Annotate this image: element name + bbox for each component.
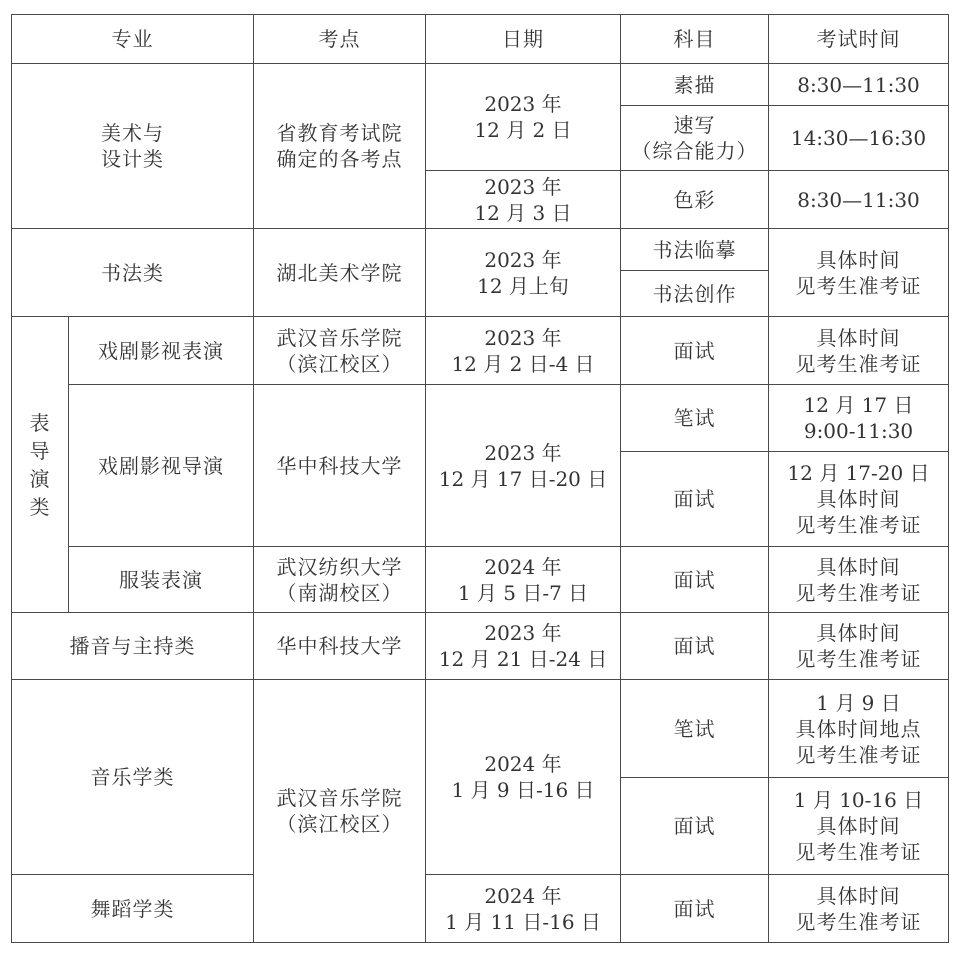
table-row (12, 317, 949, 385)
drama-acting-time-cell (769, 317, 949, 385)
drama-directing-major: 戏剧影视导演 (69, 385, 254, 547)
calligraphy-date-year: 2023 年 (484, 247, 562, 272)
broadcasting-date-year: 2023 年 (484, 621, 562, 645)
music-date-day: 1 月 9 日-16 日 (451, 778, 595, 802)
art-design-date2-year: 2023 年 (484, 174, 562, 199)
header-date: 日期 (426, 15, 621, 64)
broadcasting-time-line2: 见考生准考证 (795, 647, 922, 671)
drama-acting-date-day: 12 月 2 日-4 日 (451, 351, 595, 376)
music-interview-line3: 见考生准考证 (795, 840, 922, 864)
music-date-cell (426, 680, 621, 875)
drama-directing-date-day: 12 月 17 日-20 日 (438, 466, 608, 491)
exam-schedule-container (11, 14, 949, 943)
music-written-date: 1 月 9 日 (816, 690, 901, 715)
drama-directing-subject-interview: 面试 (621, 452, 769, 547)
art-design-time-sketch: 8:30—11:30 (769, 64, 949, 106)
calligraphy-time-line2: 见考生准考证 (795, 273, 922, 298)
music-time-interview (769, 778, 949, 875)
exam-schedule-table (11, 14, 949, 943)
drama-acting-major: 戏剧影视表演 (69, 317, 254, 385)
art-design-date2-cell (426, 171, 621, 229)
art-design-subject-color: 色彩 (621, 171, 769, 229)
art-design-time-quick-sketch: 14:30—16:30 (769, 106, 949, 171)
art-design-major-line2: 设计类 (101, 147, 164, 171)
music-venue-line2: （滨江校区） (276, 812, 403, 836)
music-time-written (769, 680, 949, 778)
dance-date-year: 2024 年 (484, 883, 562, 908)
drama-directing-interview-line3: 见考生准考证 (795, 513, 922, 537)
drama-directing-subject-written: 笔试 (621, 385, 769, 452)
fashion-venue-cell (254, 547, 426, 613)
music-written-line2: 具体时间地点 (795, 716, 922, 741)
header-venue: 考点 (254, 15, 426, 64)
table-row (12, 613, 949, 680)
broadcasting-date-cell (426, 613, 621, 680)
art-design-date2-day: 12 月 3 日 (474, 200, 572, 225)
dance-subject: 面试 (621, 875, 769, 943)
fashion-venue-line1: 武汉纺织大学 (276, 554, 403, 579)
music-date-year: 2024 年 (484, 752, 562, 776)
broadcasting-subject: 面试 (621, 613, 769, 680)
drama-directing-date-cell (426, 385, 621, 547)
calligraphy-date-day: 12 月上旬 (477, 273, 569, 298)
music-subject-written: 笔试 (621, 680, 769, 778)
drama-directing-venue: 华中科技大学 (254, 385, 426, 547)
drama-directing-written-hours: 9:00-11:30 (803, 419, 914, 443)
art-design-subject-quick-sketch (621, 106, 769, 171)
dance-time-line2: 见考生准考证 (795, 909, 922, 934)
calligraphy-major-cell: 书法类 (12, 229, 254, 317)
header-subject: 科目 (621, 15, 769, 64)
table-row (12, 64, 949, 106)
music-written-line3: 见考生准考证 (795, 742, 922, 767)
art-design-time-color: 8:30—11:30 (769, 171, 949, 229)
fashion-date-day: 1 月 5 日-7 日 (457, 580, 589, 605)
drama-directing-time-written (769, 385, 949, 452)
table-row (12, 229, 949, 271)
quick-sketch-line2: （综合能力） (631, 139, 758, 163)
art-design-date1-day: 12 月 2 日 (474, 118, 572, 142)
quick-sketch-line1: 速写 (673, 113, 716, 137)
art-design-subject-sketch: 素描 (621, 64, 769, 106)
art-design-date1-cell (426, 64, 621, 171)
calligraphy-subject-copying: 书法临摹 (621, 229, 769, 271)
calligraphy-time-cell (769, 229, 949, 317)
calligraphy-date-cell (426, 229, 621, 317)
art-design-date1-year: 2023 年 (484, 92, 562, 116)
drama-acting-time-line2: 见考生准考证 (795, 351, 922, 376)
music-venue-line1: 武汉音乐学院 (276, 786, 403, 810)
art-design-major-cell (12, 64, 254, 229)
music-interview-date: 1 月 10-16 日 (793, 788, 924, 812)
calligraphy-subject-creation: 书法创作 (621, 271, 769, 317)
table-row (12, 875, 949, 943)
fashion-time-cell (769, 547, 949, 613)
dance-time-cell (769, 875, 949, 943)
drama-directing-written-date: 12 月 17 日 (803, 393, 914, 417)
art-design-venue-line2: 确定的各考点 (276, 147, 403, 171)
fashion-time-line1: 具体时间 (816, 554, 901, 579)
drama-directing-time-interview (769, 452, 949, 547)
art-design-venue-cell (254, 64, 426, 229)
broadcasting-major: 播音与主持类 (12, 613, 254, 680)
drama-acting-venue-line1: 武汉音乐学院 (276, 325, 403, 350)
drama-acting-date-cell (426, 317, 621, 385)
performance-group-cell (12, 317, 69, 613)
fashion-date-cell (426, 547, 621, 613)
drama-directing-interview-date: 12 月 17-20 日 (787, 461, 930, 485)
drama-acting-venue-cell (254, 317, 426, 385)
table-row (12, 547, 949, 613)
header-time: 考试时间 (769, 15, 949, 64)
calligraphy-venue-cell: 湖北美术学院 (254, 229, 426, 317)
drama-acting-time-line1: 具体时间 (816, 325, 901, 350)
music-venue-cell (254, 680, 426, 943)
drama-acting-venue-line2: （滨江校区） (276, 351, 403, 376)
drama-acting-subject: 面试 (621, 317, 769, 385)
music-interview-line2: 具体时间 (816, 814, 901, 838)
dance-date-cell (426, 875, 621, 943)
music-subject-interview: 面试 (621, 778, 769, 875)
fashion-major: 服装表演 (69, 547, 254, 613)
fashion-date-year: 2024 年 (484, 554, 562, 579)
art-design-venue-line1: 省教育考试院 (276, 121, 403, 145)
table-row (12, 385, 949, 452)
drama-acting-date-year: 2023 年 (484, 325, 562, 350)
dance-major: 舞蹈学类 (12, 875, 254, 943)
performance-group-label: 表导演类 (29, 410, 51, 519)
dance-date-day: 1 月 11 日-16 日 (445, 909, 601, 934)
calligraphy-time-line1: 具体时间 (816, 247, 901, 272)
dance-time-line1: 具体时间 (816, 883, 901, 908)
broadcasting-time-line1: 具体时间 (816, 621, 901, 645)
drama-directing-date-year: 2023 年 (484, 440, 562, 465)
broadcasting-venue: 华中科技大学 (254, 613, 426, 680)
table-row (12, 680, 949, 778)
header-major: 专业 (12, 15, 254, 64)
fashion-subject: 面试 (621, 547, 769, 613)
header-row (12, 15, 949, 64)
broadcasting-date-day: 12 月 21 日-24 日 (438, 647, 608, 671)
drama-directing-interview-line2: 具体时间 (816, 487, 901, 511)
fashion-time-line2: 见考生准考证 (795, 580, 922, 605)
fashion-venue-line2: （南湖校区） (276, 580, 403, 605)
music-major: 音乐学类 (12, 680, 254, 875)
art-design-major-line1: 美术与 (101, 121, 164, 145)
broadcasting-time-cell (769, 613, 949, 680)
